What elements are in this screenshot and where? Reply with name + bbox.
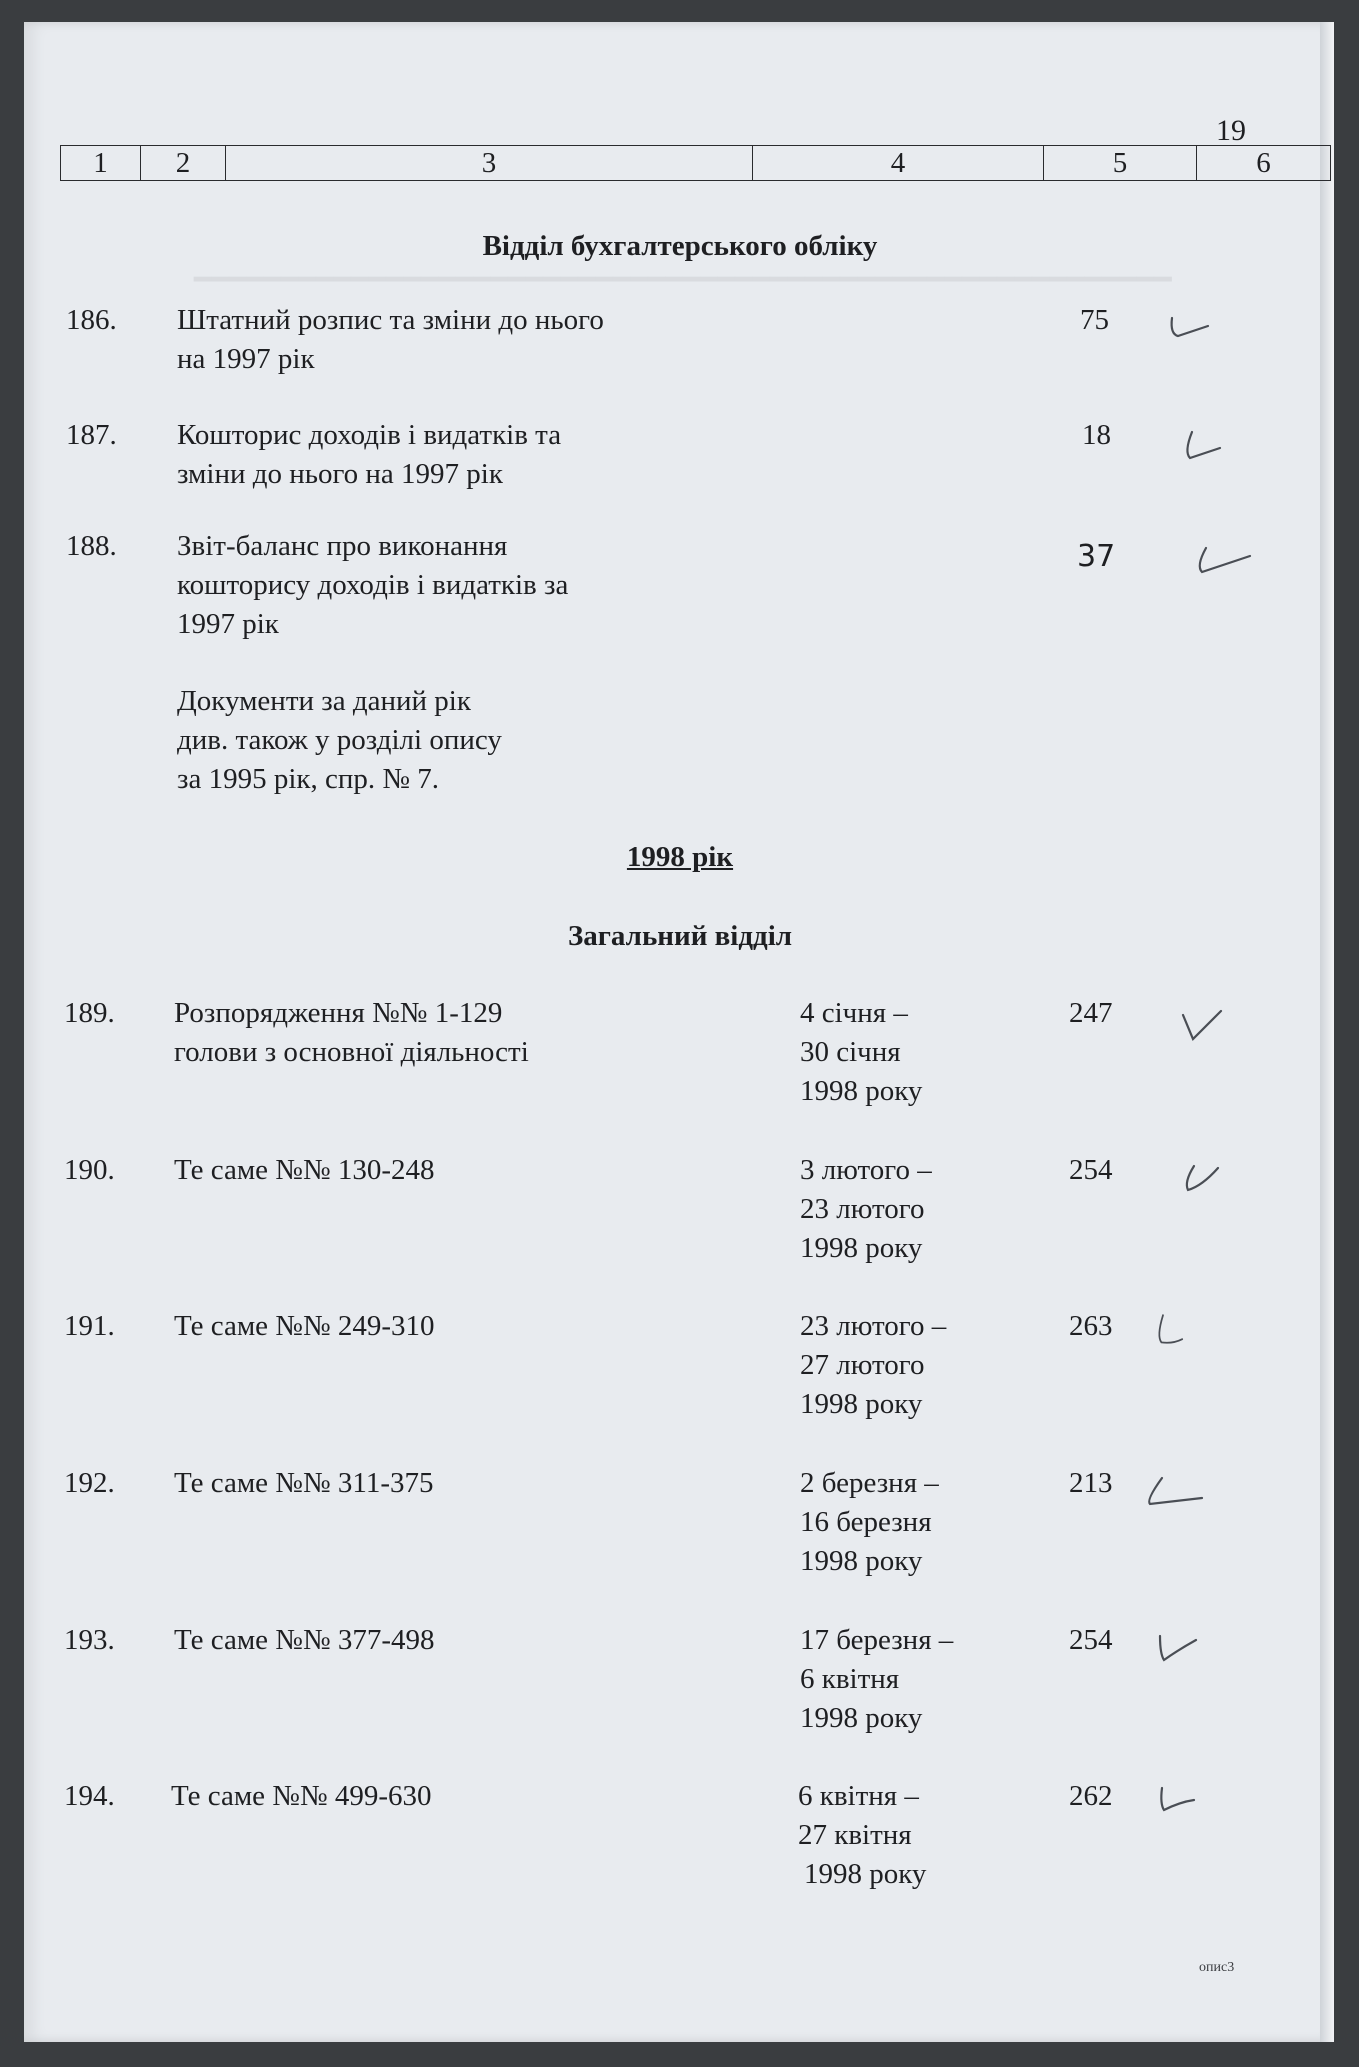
- entry-sheets: 247: [1069, 997, 1113, 1029]
- entry-number: 191.: [64, 1310, 115, 1342]
- entry-dates: 6 квітня – 27 квітня 1998 року: [798, 1780, 927, 1890]
- column-header: 2: [141, 146, 226, 181]
- column-header: 6: [1197, 146, 1331, 181]
- entry-dates: 3 лютого – 23 лютого 1998 року: [800, 1154, 932, 1264]
- check-mark-icon: [1182, 430, 1232, 470]
- entry-number: 188.: [66, 530, 117, 562]
- check-mark-icon: [1150, 1312, 1200, 1352]
- entry-number: 192.: [64, 1467, 115, 1499]
- inventory-stamp: опис3: [1199, 1960, 1235, 1975]
- entry-dates: 2 березня – 16 березня 1998 року: [800, 1467, 939, 1577]
- check-mark-icon: [1179, 1007, 1229, 1047]
- entry-number: 187.: [66, 419, 117, 451]
- check-mark-icon: [1166, 312, 1216, 352]
- year-heading: 1998 рік: [626, 841, 734, 873]
- entry-sheets: 254: [1069, 1624, 1113, 1656]
- entry-dates: 23 лютого – 27 лютого 1998 року: [800, 1310, 947, 1420]
- entry-title: Те саме №№ 130-248: [174, 1154, 435, 1186]
- entry-number: 186.: [66, 304, 117, 336]
- entry-sheets: 263: [1069, 1310, 1113, 1342]
- entry-sheets: 262: [1069, 1780, 1113, 1812]
- section-heading-accounting: Відділ бухгалтерського обліку: [482, 230, 878, 262]
- entry-title: Звіт-баланс про виконання кошторису доходів і видатків за 1997 рік: [177, 530, 569, 640]
- check-mark-icon: [1156, 1784, 1206, 1824]
- column-header-table: [60, 145, 1331, 181]
- entry-number: 190.: [64, 1154, 115, 1186]
- entry-title: Те саме №№ 249-310: [174, 1310, 435, 1342]
- entry-number: 193.: [64, 1624, 115, 1656]
- entry-sheets: 254: [1069, 1154, 1113, 1186]
- column-header: 4: [753, 146, 1044, 181]
- entry-sheets: 213: [1069, 1467, 1113, 1499]
- entry-dates: 17 березня – 6 квітня 1998 року: [800, 1624, 954, 1734]
- page-number: 19: [1216, 114, 1246, 147]
- column-header: 1: [61, 146, 141, 181]
- page-edge: [1320, 22, 1334, 2042]
- bleed-through-text: ━━━━━━━━━━━━━━━━━━━━━━━━━━━━━━━━━━━━━━━━━━━━━━━━━━━━━━━━: [194, 264, 1172, 296]
- document-page: [24, 22, 1334, 2042]
- entry-number: 189.: [64, 997, 115, 1029]
- entry-sheets: 75: [1080, 304, 1109, 336]
- entry-title: Кошторис доходів і видатків та зміни до нього на 1997 рік: [177, 419, 562, 490]
- entry-title: Те саме №№ 499-630: [171, 1780, 432, 1812]
- column-header: 3: [226, 146, 753, 181]
- section-heading-general: Загальний відділ: [567, 920, 793, 952]
- check-mark-icon: [1142, 1474, 1212, 1514]
- entry-title: Штатний розпис та зміни до нього на 1997 рік: [177, 304, 604, 375]
- cross-reference-note: Документи за даний рік див. також у розділі опису за 1995 рік, спр. № 7.: [177, 685, 502, 795]
- entry-dates: 4 січня – 30 січня 1998 року: [800, 997, 923, 1107]
- check-mark-icon: [1192, 542, 1262, 582]
- entry-title: Те саме №№ 377-498: [174, 1624, 435, 1656]
- check-mark-icon: [1154, 1630, 1204, 1670]
- entry-title: Те саме №№ 311-375: [174, 1467, 434, 1499]
- column-header: 5: [1044, 146, 1197, 181]
- entry-title: Розпорядження №№ 1-129 голови з основної діяльності: [174, 997, 529, 1068]
- check-mark-icon: [1182, 1162, 1232, 1202]
- entry-sheets: 18: [1082, 419, 1111, 451]
- entry-number: 194.: [64, 1780, 115, 1812]
- entry-sheets-handwritten: 37: [1077, 539, 1116, 574]
